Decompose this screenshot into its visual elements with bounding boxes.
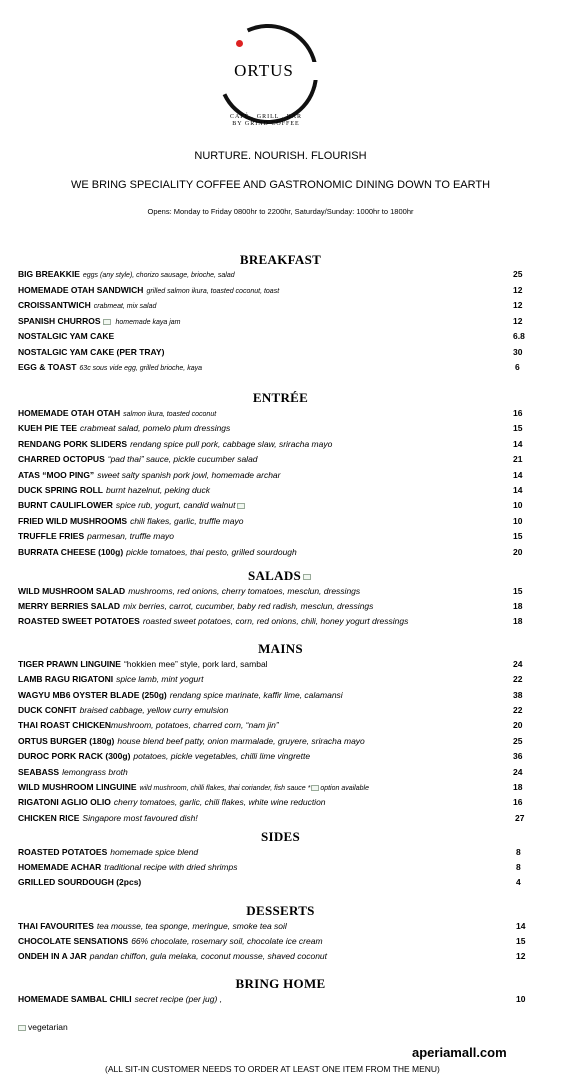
tagline: NURTURE. NOURISH. FLOURISH bbox=[194, 150, 367, 162]
item-name: MERRY BERRIES SALAD bbox=[18, 601, 121, 611]
red-dot-icon bbox=[236, 40, 243, 47]
item-price: 15 bbox=[513, 423, 523, 433]
salads-title-text: SALADS bbox=[247, 568, 302, 583]
item-desc: secret recipe (per jug) , bbox=[134, 994, 223, 1004]
item-name: HOMEMADE OTAH OTAH bbox=[18, 408, 121, 418]
menu-item bbox=[18, 498, 538, 512]
item-desc: burnt hazelnut, peking duck bbox=[106, 485, 210, 495]
vegetarian-legend-label: vegetarian bbox=[28, 1022, 68, 1032]
section-title-sides: SIDES bbox=[260, 829, 301, 844]
item-price: 30 bbox=[513, 347, 523, 357]
item-name: CROISSANTWICH bbox=[18, 300, 91, 310]
item-price: 14 bbox=[513, 485, 523, 495]
item-price: 12 bbox=[513, 300, 523, 310]
menu-item bbox=[18, 584, 538, 598]
item-price: 14 bbox=[516, 921, 526, 931]
item-name: RIGATONI AGLIO OLIO bbox=[18, 797, 111, 807]
item-price: 25 bbox=[513, 269, 523, 279]
logo-sub2: BY GRIND COFFEE bbox=[232, 121, 300, 127]
vegetarian-icon bbox=[103, 319, 111, 325]
footer-note: (ALL SIT-IN CUSTOMER NEEDS TO ORDER AT LEAST ONE ITEM FROM THE MENU) bbox=[105, 1064, 440, 1074]
item-desc: mix berries, carrot, cucumber, baby red radish, mesclun, dressings bbox=[123, 601, 374, 611]
item-name: ORTUS BURGER (180g) bbox=[18, 736, 115, 746]
item-desc: grilled salmon ikura, toasted coconut, toast bbox=[146, 288, 280, 295]
item-name: WAGYU MB6 OYSTER BLADE (250g) bbox=[18, 690, 167, 700]
menu-item bbox=[18, 329, 538, 343]
menu-item bbox=[18, 345, 538, 359]
ortus-logo bbox=[196, 22, 336, 132]
menu-item bbox=[18, 845, 538, 859]
section-title-mains: MAINS bbox=[258, 641, 303, 656]
item-desc: braised cabbage, yellow curry emulsion bbox=[79, 705, 229, 715]
menu-item bbox=[18, 765, 538, 779]
item-price: 12 bbox=[513, 316, 523, 326]
menu-item bbox=[18, 875, 538, 889]
item-price: 6.8 bbox=[513, 331, 525, 341]
menu-item bbox=[18, 614, 538, 628]
item-desc: “hokkien mee” style, pork lard, sambal bbox=[123, 659, 268, 669]
item-name: THAI FAVOURITES bbox=[18, 921, 94, 931]
item-desc: rendang spice marinate, kaffir lime, calamansi bbox=[169, 690, 343, 700]
watermark: aperiamall.com bbox=[412, 1045, 507, 1060]
item-name: TRUFFLE FRIES bbox=[18, 531, 85, 541]
item-desc: parmesan, truffle mayo bbox=[87, 531, 175, 541]
menu-item bbox=[18, 811, 538, 825]
vegetarian-icon bbox=[18, 1025, 26, 1031]
menu-item bbox=[18, 360, 538, 374]
item-desc: rendang spice pull pork, cabbage slaw, sriracha mayo bbox=[130, 439, 333, 449]
item-desc: spice rub, yogurt, candid walnut bbox=[115, 500, 236, 510]
item-name: SPANISH CHURROS bbox=[18, 316, 101, 326]
menu-item bbox=[18, 314, 538, 328]
item-desc: “pad thai” sauce, pickle cucumber salad bbox=[107, 454, 258, 464]
item-desc: mushroom, potatoes, charred corn, “nam jin” bbox=[111, 720, 279, 730]
section-title-bring-home: BRING HOME bbox=[235, 976, 326, 991]
item-name: THAI ROAST CHICKEN bbox=[18, 720, 112, 730]
item-price: 8 bbox=[516, 847, 521, 857]
item-desc: crabmeat salad, pomelo plum dressings bbox=[80, 423, 231, 433]
menu-item bbox=[18, 780, 538, 794]
item-desc: homemade kaya jam bbox=[115, 319, 181, 326]
item-price: 14 bbox=[513, 470, 523, 480]
menu-item bbox=[18, 437, 538, 451]
item-name: HOMEMADE SAMBAL CHILI bbox=[18, 994, 132, 1004]
item-name: EGG & TOAST bbox=[18, 362, 77, 372]
item-name: ROASTED POTATOES bbox=[18, 847, 108, 857]
menu-item bbox=[18, 860, 538, 874]
item-name: ONDEH IN A JAR bbox=[18, 951, 87, 961]
menu-item bbox=[18, 529, 538, 543]
item-name: NOSTALGIC YAM CAKE (PER TRAY) bbox=[18, 347, 165, 357]
menu-item bbox=[18, 672, 538, 686]
item-desc: Singapore most favoured dish! bbox=[82, 813, 198, 823]
menu-item bbox=[18, 468, 538, 482]
item-name: ATAS “MOO PING” bbox=[18, 470, 95, 480]
item-price: 12 bbox=[516, 951, 526, 961]
item-price: 15 bbox=[516, 936, 526, 946]
item-desc: salmon ikura, toasted coconut bbox=[123, 411, 217, 418]
item-desc: lemongrass broth bbox=[62, 767, 128, 777]
menu-item bbox=[18, 452, 538, 466]
item-name: CHICKEN RICE bbox=[18, 813, 80, 823]
item-name: HOMEMADE OTAH SANDWICH bbox=[18, 285, 144, 295]
item-price: 8 bbox=[516, 862, 521, 872]
menu-item bbox=[18, 934, 538, 948]
item-desc: potatoes, pickle vegetables, chilli lime vingrette bbox=[133, 751, 311, 761]
menu-item bbox=[18, 734, 538, 748]
menu-item bbox=[18, 283, 538, 297]
item-desc: 63c sous vide egg, grilled brioche, kaya bbox=[79, 365, 202, 372]
item-price: 20 bbox=[513, 547, 523, 557]
item-name: TIGER PRAWN LINGUINE bbox=[18, 659, 121, 669]
menu-item bbox=[18, 749, 538, 763]
item-price: 6 bbox=[515, 362, 520, 372]
menu-item bbox=[18, 703, 538, 717]
item-desc: eggs (any style), chorizo sausage, brioche, salad bbox=[82, 272, 235, 279]
item-name: SEABASS bbox=[18, 767, 60, 777]
item-price: 18 bbox=[513, 616, 523, 626]
section-title-entree: ENTRÉE bbox=[252, 390, 309, 405]
item-name: WILD MUSHROOM LINGUINE bbox=[18, 782, 137, 792]
menu-item bbox=[18, 795, 538, 809]
item-desc: crabmeat, mix salad bbox=[93, 303, 157, 310]
item-desc: 66% chocolate, rosemary soil, chocolate ice cream bbox=[131, 936, 323, 946]
item-name: GRILLED SOURDOUGH (2pcs) bbox=[18, 877, 142, 887]
item-name: KUEH PIE TEE bbox=[18, 423, 78, 433]
item-name: CHOCOLATE SENSATIONS bbox=[18, 936, 129, 946]
vegetarian-icon bbox=[303, 574, 311, 580]
menu-item bbox=[18, 688, 538, 702]
item-desc: cherry tomatoes, garlic, chili flakes, white wine reduction bbox=[113, 797, 326, 807]
item-price: 20 bbox=[513, 720, 523, 730]
menu-item bbox=[18, 514, 538, 528]
item-desc: pandan chiffon, gula melaka, coconut mousse, shaved coconut bbox=[89, 951, 328, 961]
logo-subtitle bbox=[196, 114, 336, 128]
menu-item bbox=[18, 545, 538, 559]
item-price: 10 bbox=[516, 994, 526, 1004]
item-price: 24 bbox=[513, 659, 523, 669]
menu-item bbox=[18, 483, 538, 497]
item-price: 10 bbox=[513, 500, 523, 510]
menu-item bbox=[18, 992, 538, 1006]
item-price: 16 bbox=[513, 408, 523, 418]
item-name: LAMB RAGU RIGATONI bbox=[18, 674, 114, 684]
section-title-desserts: DESSERTS bbox=[246, 903, 315, 918]
item-desc: spice lamb, mint yogurt bbox=[116, 674, 204, 684]
menu-item bbox=[18, 599, 538, 613]
item-name: DUCK CONFIT bbox=[18, 705, 77, 715]
item-name: DUROC PORK RACK (300g) bbox=[18, 751, 131, 761]
item-price: 22 bbox=[513, 674, 523, 684]
item-price: 16 bbox=[513, 797, 523, 807]
item-price: 4 bbox=[516, 877, 521, 887]
item-price: 25 bbox=[513, 736, 523, 746]
menu-item bbox=[18, 267, 538, 281]
item-desc: sweet salty spanish pork jowl, homemade archar bbox=[97, 470, 281, 480]
item-desc: traditional recipe with dried shrimps bbox=[104, 862, 238, 872]
item-price: 36 bbox=[513, 751, 523, 761]
item-price: 18 bbox=[513, 601, 523, 611]
item-name: DUCK SPRING ROLL bbox=[18, 485, 103, 495]
item-desc: homemade spice blend bbox=[110, 847, 199, 857]
mission-statement: WE BRING SPECIALITY COFFEE AND GASTRONOMIC DINING DOWN TO EARTH bbox=[70, 179, 491, 191]
item-desc: house blend beef patty, onion marmalade, gruyere, sriracha mayo bbox=[117, 736, 365, 746]
item-name: NOSTALGIC YAM CAKE bbox=[18, 331, 115, 341]
menu-item bbox=[18, 406, 538, 420]
section-title-salads bbox=[0, 568, 561, 584]
vegetarian-icon bbox=[237, 503, 245, 509]
logo-name: ORTUS bbox=[210, 62, 318, 80]
item-name: RENDANG PORK SLIDERS bbox=[18, 439, 128, 449]
item-desc: mushrooms, red onions, cherry tomatoes, mesclun, dressings bbox=[128, 586, 361, 596]
item-name: CHARRED OCTOPUS bbox=[18, 454, 105, 464]
item-desc-option: option available bbox=[320, 785, 369, 792]
item-price: 21 bbox=[513, 454, 523, 464]
item-name: BURNT CAULIFLOWER bbox=[18, 500, 113, 510]
item-price: 24 bbox=[513, 767, 523, 777]
item-price: 12 bbox=[513, 285, 523, 295]
item-desc: pickle tomatoes, thai pesto, grilled sourdough bbox=[126, 547, 297, 557]
vegetarian-legend bbox=[18, 1022, 68, 1032]
item-desc: wild mushroom, chilli flakes, thai coriander, fish sauce * bbox=[139, 785, 311, 792]
vegetarian-icon bbox=[311, 785, 319, 791]
menu-item bbox=[18, 298, 538, 312]
item-name: BIG BREAKKIE bbox=[18, 269, 80, 279]
item-price: 18 bbox=[513, 782, 523, 792]
menu-item bbox=[18, 949, 538, 963]
item-name: WILD MUSHROOM SALAD bbox=[18, 586, 126, 596]
menu-item bbox=[18, 657, 538, 671]
opening-hours: Opens: Monday to Friday 0800hr to 2200hr, Saturday/Sunday: 1000hr to 1800hr bbox=[147, 207, 414, 216]
item-price: 14 bbox=[513, 439, 523, 449]
item-name: HOMEMADE ACHAR bbox=[18, 862, 102, 872]
item-price: 38 bbox=[513, 690, 523, 700]
menu-item bbox=[18, 421, 538, 435]
item-name: ROASTED SWEET POTATOES bbox=[18, 616, 140, 626]
item-desc: roasted sweet potatoes, corn, red onions, chili, honey yogurt dressings bbox=[142, 616, 409, 626]
item-name: FRIED WILD MUSHROOMS bbox=[18, 516, 128, 526]
section-title-breakfast: BREAKFAST bbox=[239, 252, 322, 267]
item-price: 27 bbox=[515, 813, 525, 823]
item-name: BURRATA CHEESE (100g) bbox=[18, 547, 124, 557]
menu-item bbox=[18, 919, 538, 933]
menu-item bbox=[18, 718, 538, 732]
item-price: 15 bbox=[513, 586, 523, 596]
item-price: 15 bbox=[513, 531, 523, 541]
item-desc: tea mousse, tea sponge, meringue, smoke tea soil bbox=[96, 921, 287, 931]
item-price: 10 bbox=[513, 516, 523, 526]
logo-sub1: CAFÉ . GRILL . BAR bbox=[229, 114, 303, 120]
item-price: 22 bbox=[513, 705, 523, 715]
item-desc: chili flakes, garlic, truffle mayo bbox=[130, 516, 244, 526]
